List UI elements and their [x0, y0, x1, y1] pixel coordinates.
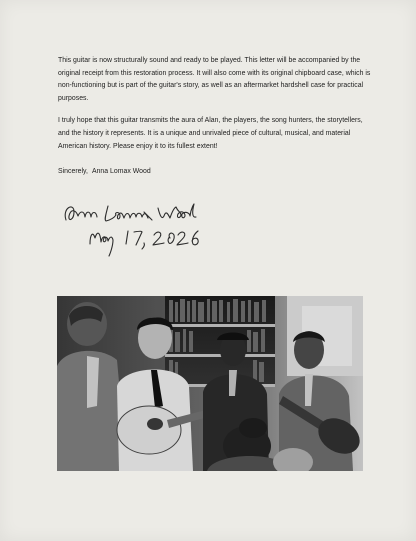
paragraph-hope: I truly hope that this guitar transmits the aura of Alan, the players, the song hunters, the storytellers, and the history it represents. It is a unique and unrivaled piece of cultural, musical, and material American history. Please enjoy it to its fullest extent!: [58, 117, 363, 150]
paragraph-restoration: This guitar is now structurally sound and ready to be played. This letter will be accompanied by the original receipt from this restoration process. It will also come with its original chipboard case, which is non-functioning but is part of the guitar's story, as well as an aftermarket hardshell case for practical purposes.: [58, 57, 371, 102]
author-name: Anna Lomax Wood: [91, 168, 151, 176]
musicians-with-guitars-photo: [57, 296, 363, 471]
musicians-photo: [57, 296, 363, 471]
letter-body: [58, 55, 376, 178]
closing-line: [58, 166, 376, 178]
closing-word: Sincerely,: [58, 168, 88, 176]
handwritten-signature: [60, 198, 220, 260]
